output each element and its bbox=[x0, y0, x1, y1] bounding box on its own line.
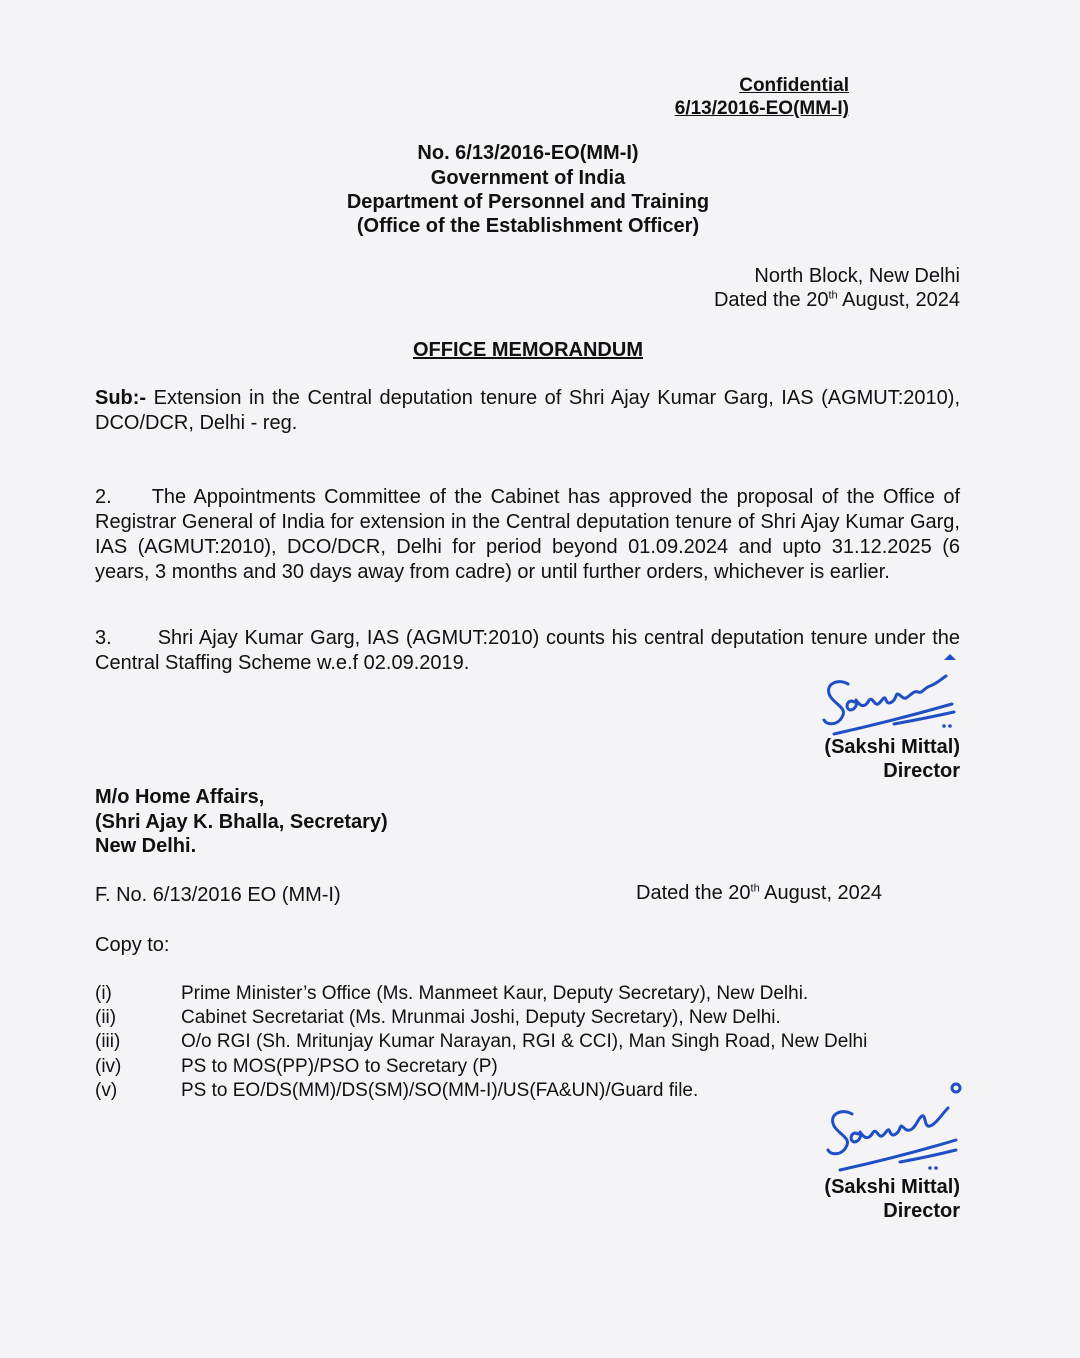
subject-label: Sub:- bbox=[95, 387, 147, 409]
signature-1 bbox=[810, 650, 970, 740]
file-date: Dated the 20th August, 2024 bbox=[636, 882, 883, 904]
copy-to-label: Copy to: bbox=[95, 934, 170, 956]
memo-number: No. 6/13/2016-EO(MM-I) bbox=[417, 142, 639, 164]
paragraph-3: 3. Shri Ajay Kumar Garg, IAS (AGMUT:2010) counts his central deputation tenure under the Central Staffing Scheme w.e.f 02.09.2019. bbox=[95, 627, 960, 674]
file-number: F. No. 6/13/2016 EO (MM-I) bbox=[95, 884, 341, 906]
signatory-designation-2: Director bbox=[883, 1200, 960, 1222]
addressee-city: New Delhi. bbox=[95, 835, 197, 857]
addressee-name: (Shri Ajay K. Bhalla, Secretary) bbox=[95, 811, 388, 833]
subject-paragraph bbox=[95, 386, 960, 436]
place-line: North Block, New Delhi bbox=[754, 265, 960, 287]
department-line: Department of Personnel and Training bbox=[346, 191, 710, 213]
signature-2 bbox=[812, 1078, 972, 1178]
paragraph-2: 2. The Appointments Committee of the Cabinet has approved the proposal of the Office of Registrar General of India for extension in the Central deputation tenure of Shri Ajay Kumar Garg, IAS (AGMUT:2010), DCO/DCR, Delhi for period beyond 01.09.2024 and upto 31.12.2025 (6 years, 3 months and 30 days away from cadre) or until further orders, whichever is earlier. bbox=[95, 486, 960, 583]
addressee-ministry: M/o Home Affairs, bbox=[95, 786, 265, 808]
memo-heading: OFFICE MEMORANDUM bbox=[413, 339, 643, 361]
file-reference: 6/13/2016-EO(MM-I) bbox=[674, 98, 849, 119]
signatory-name-1: (Sakshi Mittal) bbox=[824, 736, 960, 758]
signatory-designation-1: Director bbox=[883, 760, 960, 782]
confidential-label: Confidential bbox=[739, 75, 849, 96]
signatory-name-2: (Sakshi Mittal) bbox=[824, 1176, 960, 1198]
copy-to-list: (i) Prime Minister’s Office (Ms. Manmeet Kaur, Deputy Secretary), New Delhi. (ii) Cabinet Secretariat (Ms. Mrunmai Joshi, Deputy Secretary), New Delhi. (iii) O/o RGI (Sh. Mritunjay Kumar Narayan, RGI & CCI), Man Singh Road, New Delhi (iv) PS to MOS(PP)/PSO to Secretary (P) (v) PS to EO/DS(MM)/DS(SM)/SO(MM-I)/US(FA&UN)/Guard file. bbox=[95, 983, 868, 1101]
subject-text: Extension in the Central deputation tenure of Shri Ajay Kumar Garg, IAS (AGMUT:2010), DCO/DCR, Delhi - reg. bbox=[95, 387, 960, 434]
office-line: (Office of the Establishment Officer) bbox=[356, 215, 700, 237]
government-line: Government of India bbox=[430, 167, 626, 189]
date-line: Dated the 20th August, 2024 bbox=[713, 289, 960, 311]
